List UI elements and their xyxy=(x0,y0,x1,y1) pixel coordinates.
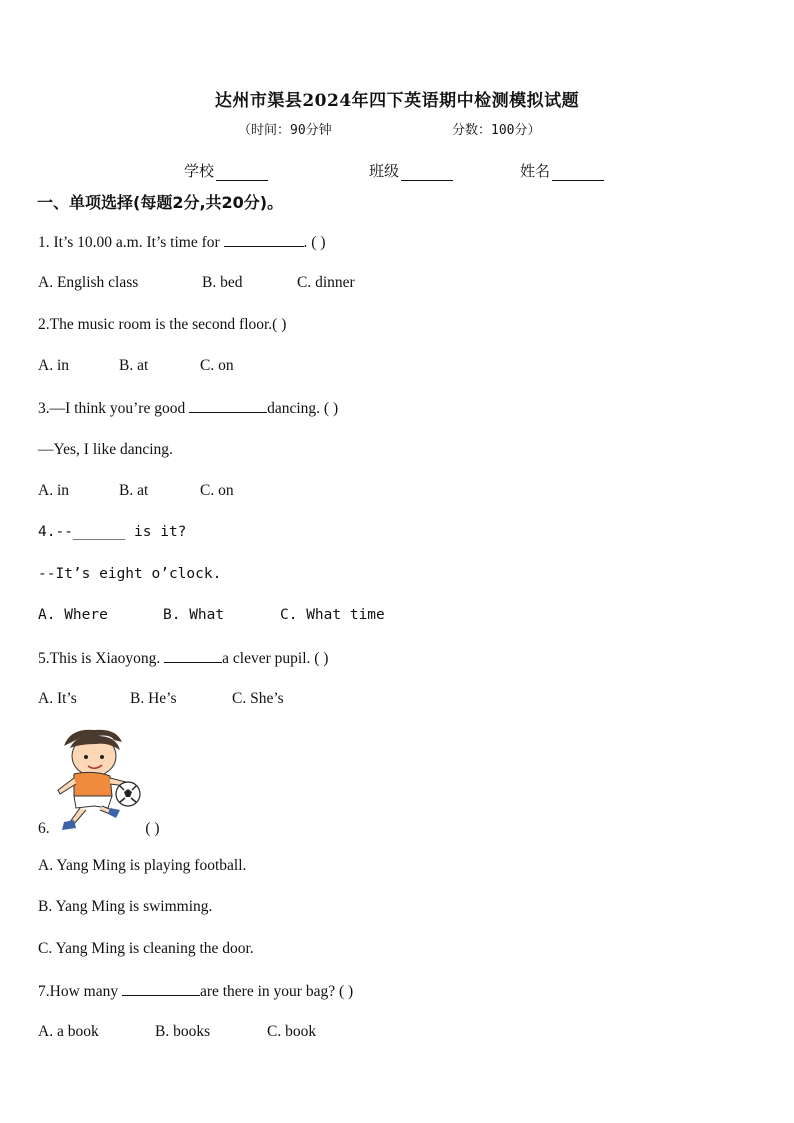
q3-reply: —Yes, I like dancing. xyxy=(38,441,173,458)
class-label: 班级 xyxy=(369,162,400,180)
page-title: 达州市渠县2024年四下英语期中检测模拟试题 xyxy=(214,91,580,111)
q3-options xyxy=(38,482,234,500)
q6-number: 6. xyxy=(38,820,50,837)
q4-options xyxy=(38,607,385,623)
q5-option-a[interactable]: A. It’s xyxy=(38,690,77,707)
question-6 xyxy=(38,820,160,838)
q7-option-c[interactable]: C. book xyxy=(267,1023,317,1040)
question-7 xyxy=(38,982,353,1001)
name-label: 姓名 xyxy=(520,162,551,180)
q5-option-b[interactable]: B. He’s xyxy=(130,690,177,707)
q7-paren: are there in your bag? ( ) xyxy=(199,983,354,1000)
question-4: 4.--______ is it? xyxy=(38,524,187,540)
q7-text: 7.How many xyxy=(38,983,119,1000)
section-heading: 一、单项选择(每题2分,共20分)。 xyxy=(37,193,284,212)
school-label: 学校 xyxy=(184,162,215,180)
q7-option-a[interactable]: A. a book xyxy=(38,1023,99,1040)
school-blank[interactable] xyxy=(216,166,268,181)
class-blank[interactable] xyxy=(401,166,453,181)
q1-paren: . ( ) xyxy=(303,234,326,251)
q1-options xyxy=(38,274,355,292)
q5-blank[interactable] xyxy=(164,649,222,663)
q2-option-b[interactable]: B. at xyxy=(119,357,149,374)
q1-option-c[interactable]: C. dinner xyxy=(297,274,355,291)
exam-score: 分数：100分） xyxy=(452,123,541,138)
school-field xyxy=(184,160,268,181)
question-5 xyxy=(38,649,328,668)
q3-text: 3.—I think you’re good xyxy=(38,400,186,417)
exam-time: （时间：90分钟 xyxy=(238,123,332,138)
q3-blank[interactable] xyxy=(189,399,267,413)
q1-option-a[interactable]: A. English class xyxy=(38,274,139,291)
boy-playing-football-illustration xyxy=(50,724,146,834)
q3-option-c[interactable]: C. on xyxy=(200,482,234,499)
q4-reply: --It’s eight o’clock. xyxy=(38,566,222,582)
q3-option-a[interactable]: A. in xyxy=(38,482,69,499)
q3-option-b[interactable]: B. at xyxy=(119,482,149,499)
q5-paren: a clever pupil. ( ) xyxy=(222,650,329,667)
question-3 xyxy=(38,399,338,418)
q2-options xyxy=(38,357,234,375)
q7-option-b[interactable]: B. books xyxy=(155,1023,211,1040)
q7-blank[interactable] xyxy=(122,982,200,996)
q5-options xyxy=(38,690,284,708)
q2-option-c[interactable]: C. on xyxy=(200,357,234,374)
q6-paren: ( ) xyxy=(145,820,160,837)
q1-option-b[interactable]: B. bed xyxy=(202,274,243,291)
q6-option-c[interactable]: C. Yang Ming is cleaning the door. xyxy=(38,940,254,957)
q5-option-c[interactable]: C. She’s xyxy=(232,690,284,707)
q6-option-b[interactable]: B. Yang Ming is swimming. xyxy=(38,898,213,915)
q7-options xyxy=(38,1023,316,1041)
q3-paren: dancing. ( ) xyxy=(267,400,339,417)
q4-option-a[interactable]: A. Where xyxy=(38,607,108,623)
q6-option-a[interactable]: A. Yang Ming is playing football. xyxy=(38,857,247,874)
name-blank[interactable] xyxy=(552,166,604,181)
class-field xyxy=(369,160,453,181)
q1-text: 1. It’s 10.00 a.m. It’s time for xyxy=(38,234,220,251)
q5-text: 5.This is Xiaoyong. xyxy=(38,650,161,667)
name-field xyxy=(520,160,604,181)
question-1 xyxy=(38,233,326,252)
q2-option-a[interactable]: A. in xyxy=(38,357,69,374)
q4-option-c[interactable]: C. What time xyxy=(280,607,385,623)
question-2: 2.The music room is the second floor.( ) xyxy=(38,316,287,333)
q1-blank[interactable] xyxy=(224,233,304,247)
q4-option-b[interactable]: B. What xyxy=(163,607,225,623)
